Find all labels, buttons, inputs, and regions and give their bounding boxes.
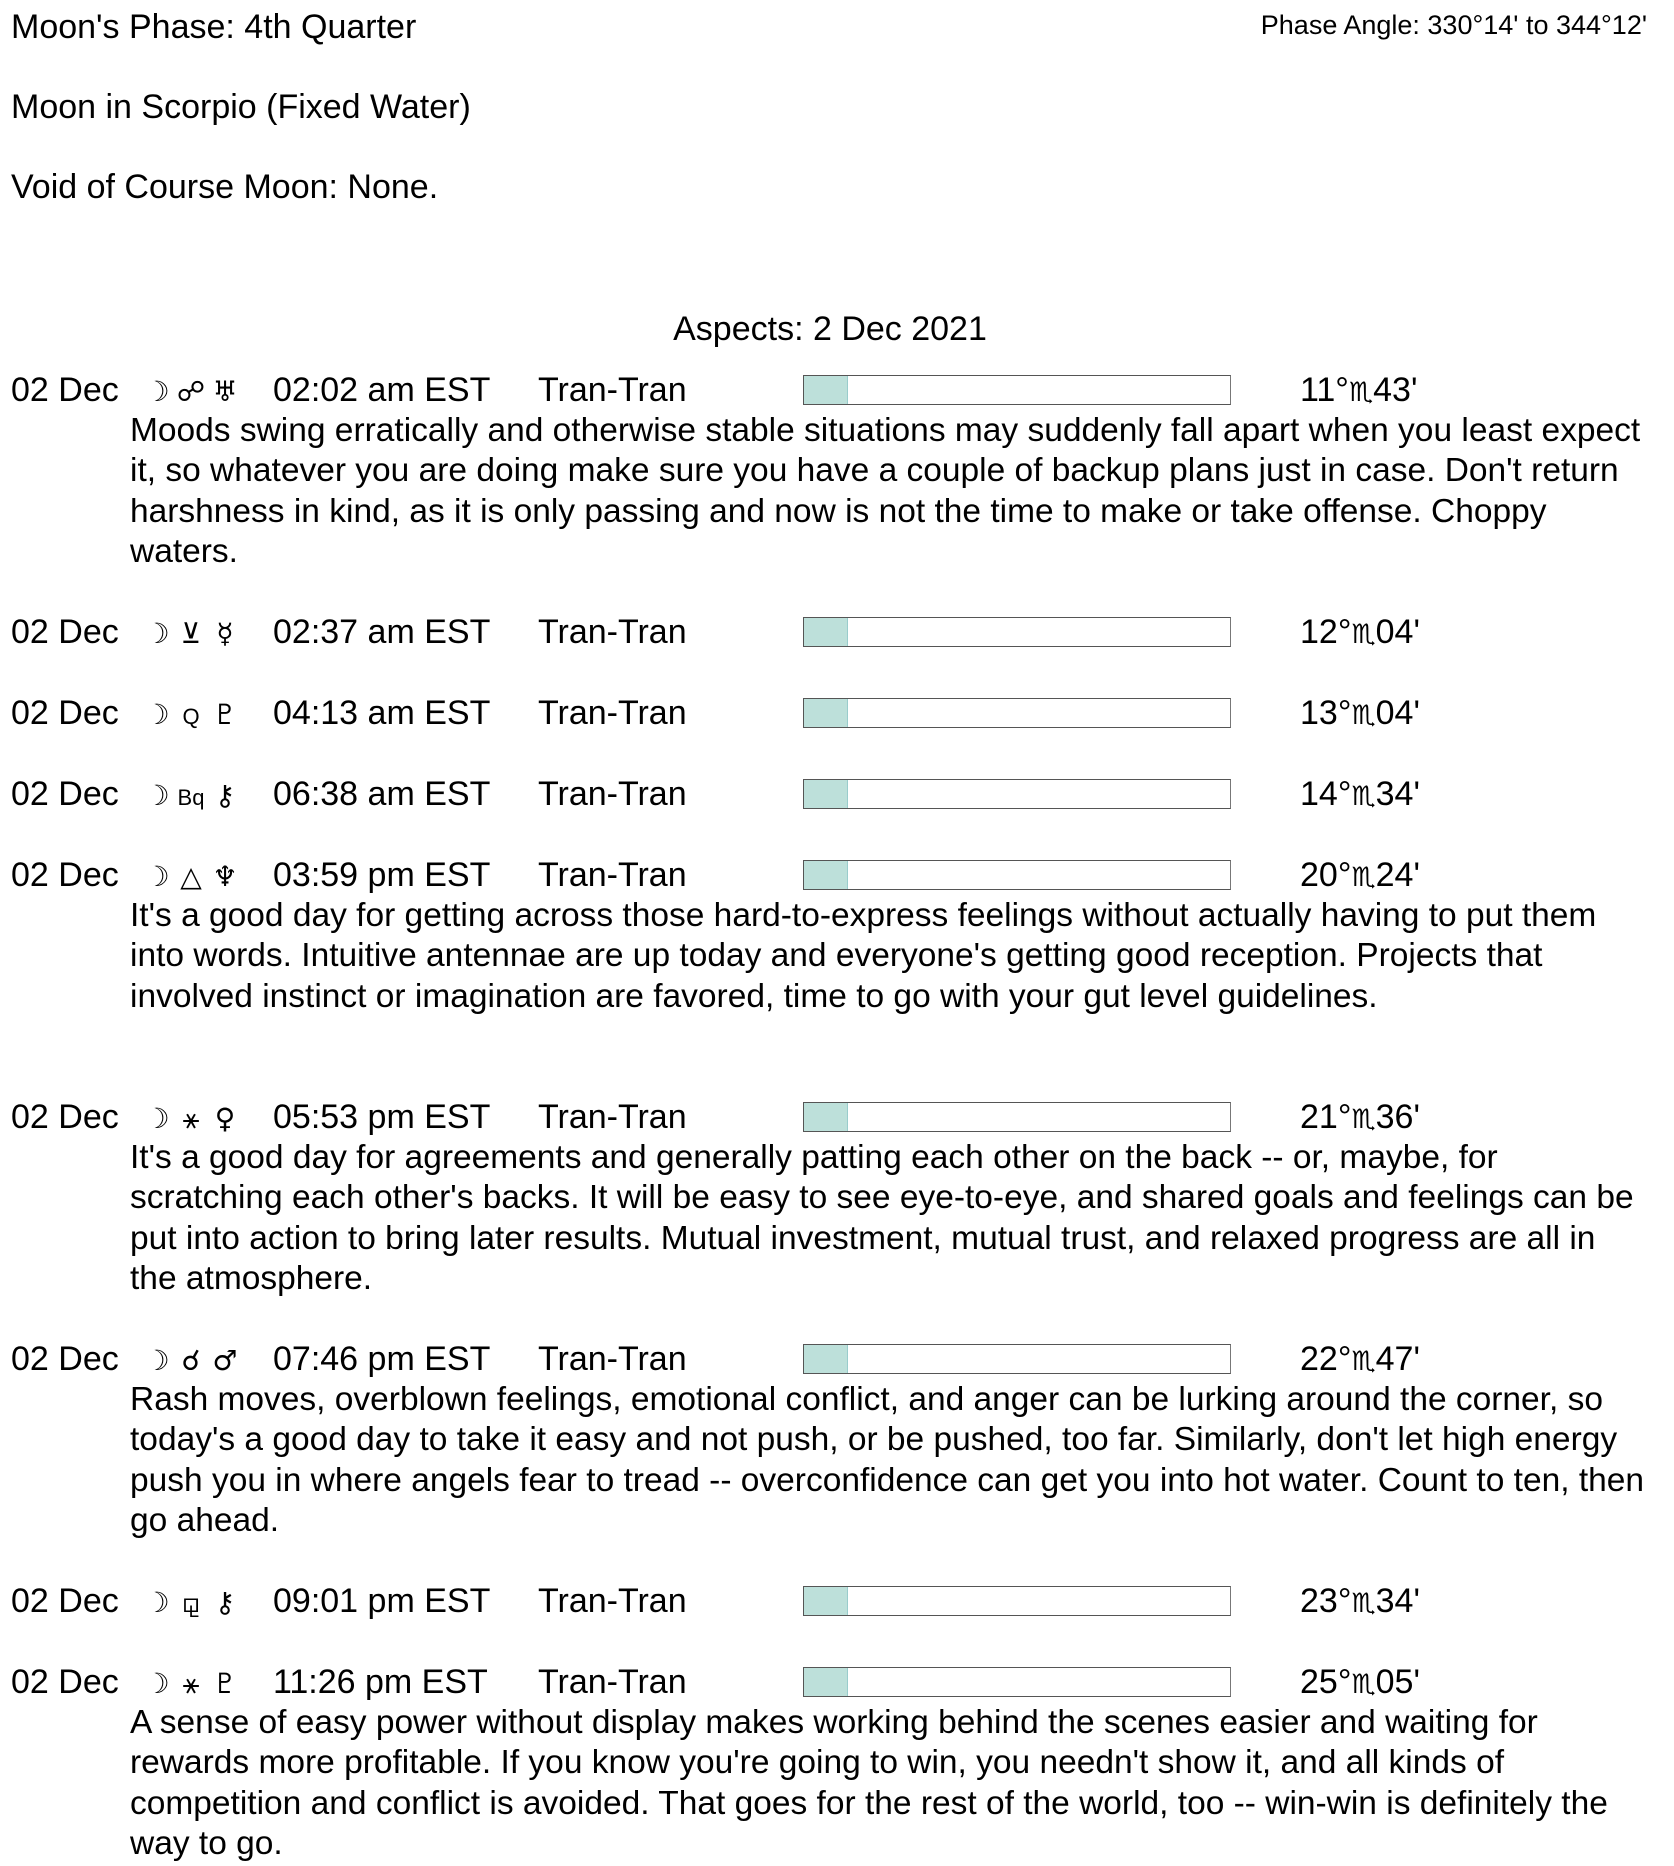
- position-degrees: 22°: [1300, 1340, 1352, 1378]
- aspect-type: Tran-Tran: [538, 1663, 687, 1701]
- moon-icon: ☽: [144, 860, 170, 893]
- aspect-time: 09:01 pm EST: [273, 1582, 491, 1620]
- position-minutes: 24': [1375, 856, 1420, 894]
- aspect-strength-fill: [804, 1668, 848, 1696]
- position-minutes: 05': [1375, 1663, 1420, 1701]
- aspect-date: 02 Dec: [11, 1582, 119, 1620]
- void-of-course: Void of Course Moon: None.: [11, 168, 439, 206]
- position-minutes: 43': [1373, 371, 1418, 409]
- aspect-strength-fill: [804, 618, 848, 646]
- aspect-type: Tran-Tran: [538, 856, 687, 894]
- aspect-position: [1300, 1097, 1420, 1140]
- moon-icon: ☽: [144, 698, 170, 731]
- aspect-strength-bar: [803, 1102, 1231, 1132]
- aspect-strength-fill: [804, 861, 848, 889]
- aspect-glyphs: [140, 612, 242, 654]
- scorpio-icon: ♏: [1351, 1346, 1376, 1377]
- scorpio-icon: ♏: [1351, 1669, 1376, 1700]
- aspect-entry: [0, 1581, 1674, 1621]
- aspect-strength-fill: [804, 1345, 848, 1373]
- aspect-entry: [0, 855, 1674, 1017]
- aspect-position: [1300, 370, 1417, 413]
- venus-icon: ♀: [214, 1102, 236, 1135]
- aspect-glyphs: [140, 370, 242, 412]
- position-degrees: 12°: [1300, 613, 1352, 651]
- chiron-icon: ⚷: [214, 779, 236, 812]
- moon-sign: Moon in Scorpio (Fixed Water): [11, 88, 471, 126]
- aspect-time: 06:38 am EST: [273, 775, 491, 813]
- semi-sextile-icon: ⊻: [180, 617, 202, 650]
- aspect-entry: [0, 370, 1674, 572]
- moon-icon: ☽: [144, 617, 170, 650]
- aspect-date: 02 Dec: [11, 1663, 119, 1701]
- uranus-icon: ♅: [212, 375, 238, 408]
- aspect-strength-fill: [804, 1587, 848, 1615]
- aspect-header: [0, 1339, 1674, 1379]
- aspect-description: Rash moves, overblown feelings, emotional conflict, and anger can be lurking around the corner, so today's a good day to take it easy and not push, or be pushed, too far. Similarly, don't let high energy push you in where angels fear to tread -- overconfidence can get you into hot water. Count to ten, then go ahead.: [130, 1381, 1645, 1539]
- aspect-type: Tran-Tran: [538, 775, 687, 813]
- aspect-time: 02:02 am EST: [273, 371, 491, 409]
- aspect-glyphs: [140, 774, 242, 818]
- position-degrees: 14°: [1300, 775, 1352, 813]
- scorpio-icon: ♏: [1351, 781, 1376, 812]
- phase-angle: Phase Angle: 330°14' to 344°12': [1260, 10, 1647, 40]
- pluto-icon: ♇: [212, 1667, 238, 1700]
- moon-icon: ☽: [144, 1344, 170, 1377]
- position-minutes: 04': [1375, 613, 1420, 651]
- aspect-strength-bar: [803, 779, 1231, 809]
- aspect-position: [1300, 693, 1420, 736]
- aspect-glyphs: [140, 1097, 242, 1139]
- aspect-time: 05:53 pm EST: [273, 1098, 491, 1136]
- moon-icon: ☽: [144, 1586, 170, 1619]
- aspect-date: 02 Dec: [11, 856, 119, 894]
- aspect-date: 02 Dec: [11, 1340, 119, 1378]
- position-minutes: 36': [1375, 1098, 1420, 1136]
- aspect-strength-fill: [804, 699, 848, 727]
- chiron-icon: ⚷: [214, 1586, 236, 1619]
- moon-icon: ☽: [144, 779, 170, 812]
- position-minutes: 47': [1375, 1340, 1420, 1378]
- aspect-strength-bar: [803, 375, 1231, 405]
- aspect-position: [1300, 1662, 1420, 1705]
- moon-phase: Moon's Phase: 4th Quarter: [11, 8, 417, 46]
- aspect-strength-fill: [804, 780, 848, 808]
- sesquiquadrate-icon: ⚼: [181, 1586, 201, 1619]
- aspect-glyphs: [140, 1581, 242, 1623]
- scorpio-icon: ♏: [1351, 1588, 1376, 1619]
- position-degrees: 13°: [1300, 694, 1352, 732]
- position-degrees: 20°: [1300, 856, 1352, 894]
- aspect-entry: [0, 612, 1674, 652]
- aspect-type: Tran-Tran: [538, 694, 687, 732]
- aspect-date: 02 Dec: [11, 1098, 119, 1136]
- aspect-position: [1300, 774, 1420, 817]
- aspect-entry: [0, 1662, 1674, 1864]
- aspect-description: A sense of easy power without display makes working behind the scenes easier and waiting for rewards more profitable. If you know you're going to win, you needn't show it, and all kinds of competition and conflict is avoided. That goes for the rest of the world, too -- win-win is definitely the way to go.: [130, 1704, 1608, 1862]
- aspect-time: 04:13 am EST: [273, 694, 491, 732]
- aspect-glyphs: [140, 693, 242, 737]
- position-minutes: 34': [1375, 1582, 1420, 1620]
- aspect-position: [1300, 855, 1420, 898]
- position-degrees: 23°: [1300, 1582, 1352, 1620]
- aspect-strength-bar: [803, 1667, 1231, 1697]
- aspect-date: 02 Dec: [11, 775, 119, 813]
- conjunction-icon: ☌: [181, 1344, 201, 1377]
- aspect-header: [0, 612, 1674, 652]
- aspects-title: Aspects: 2 Dec 2021: [673, 310, 987, 348]
- mercury-icon: ☿: [216, 617, 234, 650]
- neptune-icon: ♆: [212, 860, 238, 893]
- aspect-strength-fill: [804, 1103, 848, 1131]
- aspect-time: 02:37 am EST: [273, 613, 491, 651]
- pluto-icon: ♇: [212, 698, 238, 731]
- aspect-header: [0, 774, 1674, 814]
- aspect-description: Moods swing erratically and otherwise stable situations may suddenly fall apart when you least expect it, so whatever you are doing make sure you have a couple of backup plans just in case. Don't return harshness in kind, as it is only passing and now is not the time to make or take offense. Choppy waters.: [130, 412, 1641, 570]
- aspect-type: Tran-Tran: [538, 1340, 687, 1378]
- aspect-position: [1300, 1581, 1420, 1624]
- aspect-type: Tran-Tran: [538, 1098, 687, 1136]
- aspect-strength-bar: [803, 698, 1231, 728]
- opposition-icon: ☍: [176, 375, 206, 408]
- aspect-date: 02 Dec: [11, 694, 119, 732]
- scorpio-icon: ♏: [1351, 862, 1376, 893]
- position-degrees: 21°: [1300, 1098, 1352, 1136]
- aspect-type: Tran-Tran: [538, 613, 687, 651]
- quintile-icon: Q: [182, 704, 200, 729]
- aspect-date: 02 Dec: [11, 371, 119, 409]
- aspect-strength-bar: [803, 1344, 1231, 1374]
- moon-icon: ☽: [144, 1667, 170, 1700]
- aspect-position: [1300, 1339, 1420, 1382]
- aspect-description: It's a good day for agreements and generally patting each other on the back -- or, maybe, for scratching each other's backs. It will be easy to see eye-to-eye, and shared goals and feelings can be put into action to bring later results. Mutual investment, mutual trust, and relaxed progress are all in the atmosphere.: [130, 1139, 1634, 1297]
- position-minutes: 04': [1375, 694, 1420, 732]
- position-degrees: 25°: [1300, 1663, 1352, 1701]
- aspect-entry: [0, 774, 1674, 814]
- aspect-header: [0, 1662, 1674, 1702]
- moon-icon: ☽: [144, 1102, 170, 1135]
- trine-icon: △: [180, 860, 202, 893]
- aspect-type: Tran-Tran: [538, 371, 687, 409]
- aspect-header: [0, 1097, 1674, 1137]
- aspect-glyphs: [140, 1662, 242, 1704]
- aspect-entry: [0, 1097, 1674, 1299]
- aspect-strength-fill: [804, 376, 848, 404]
- aspect-position: [1300, 612, 1420, 655]
- aspect-glyphs: [140, 855, 242, 897]
- aspect-type: Tran-Tran: [538, 1582, 687, 1620]
- sextile-icon: ⚹: [182, 1667, 200, 1700]
- scorpio-icon: ♏: [1351, 1104, 1376, 1135]
- mars-icon: ♂: [212, 1344, 238, 1377]
- aspect-strength-bar: [803, 1586, 1231, 1616]
- aspect-strength-bar: [803, 860, 1231, 890]
- aspect-time: 03:59 pm EST: [273, 856, 491, 894]
- position-minutes: 34': [1375, 775, 1420, 813]
- aspect-entry: [0, 693, 1674, 733]
- scorpio-icon: ♏: [1348, 377, 1374, 408]
- aspect-header: [0, 855, 1674, 895]
- scorpio-icon: ♏: [1351, 619, 1376, 650]
- sextile-icon: ⚹: [182, 1102, 200, 1135]
- aspect-time: 07:46 pm EST: [273, 1340, 491, 1378]
- aspect-date: 02 Dec: [11, 613, 119, 651]
- scorpio-icon: ♏: [1351, 700, 1376, 731]
- moon-icon: ☽: [144, 375, 170, 408]
- aspect-entry: [0, 1339, 1674, 1541]
- aspect-strength-bar: [803, 617, 1231, 647]
- aspect-description: It's a good day for getting across those hard-to-express feelings without actually having to put them into words. Intuitive antennae are up today and everyone's getting good reception. Projects that involved instinct or imagination are favored, time to go with your gut level guidelines.: [130, 897, 1597, 1015]
- aspect-header: [0, 370, 1674, 410]
- aspect-time: 11:26 pm EST: [273, 1663, 488, 1701]
- aspect-glyphs: [140, 1339, 242, 1381]
- aspect-header: [0, 693, 1674, 733]
- biquintile-icon: Bq: [177, 785, 205, 810]
- aspect-header: [0, 1581, 1674, 1621]
- position-degrees: 11°: [1300, 371, 1349, 409]
